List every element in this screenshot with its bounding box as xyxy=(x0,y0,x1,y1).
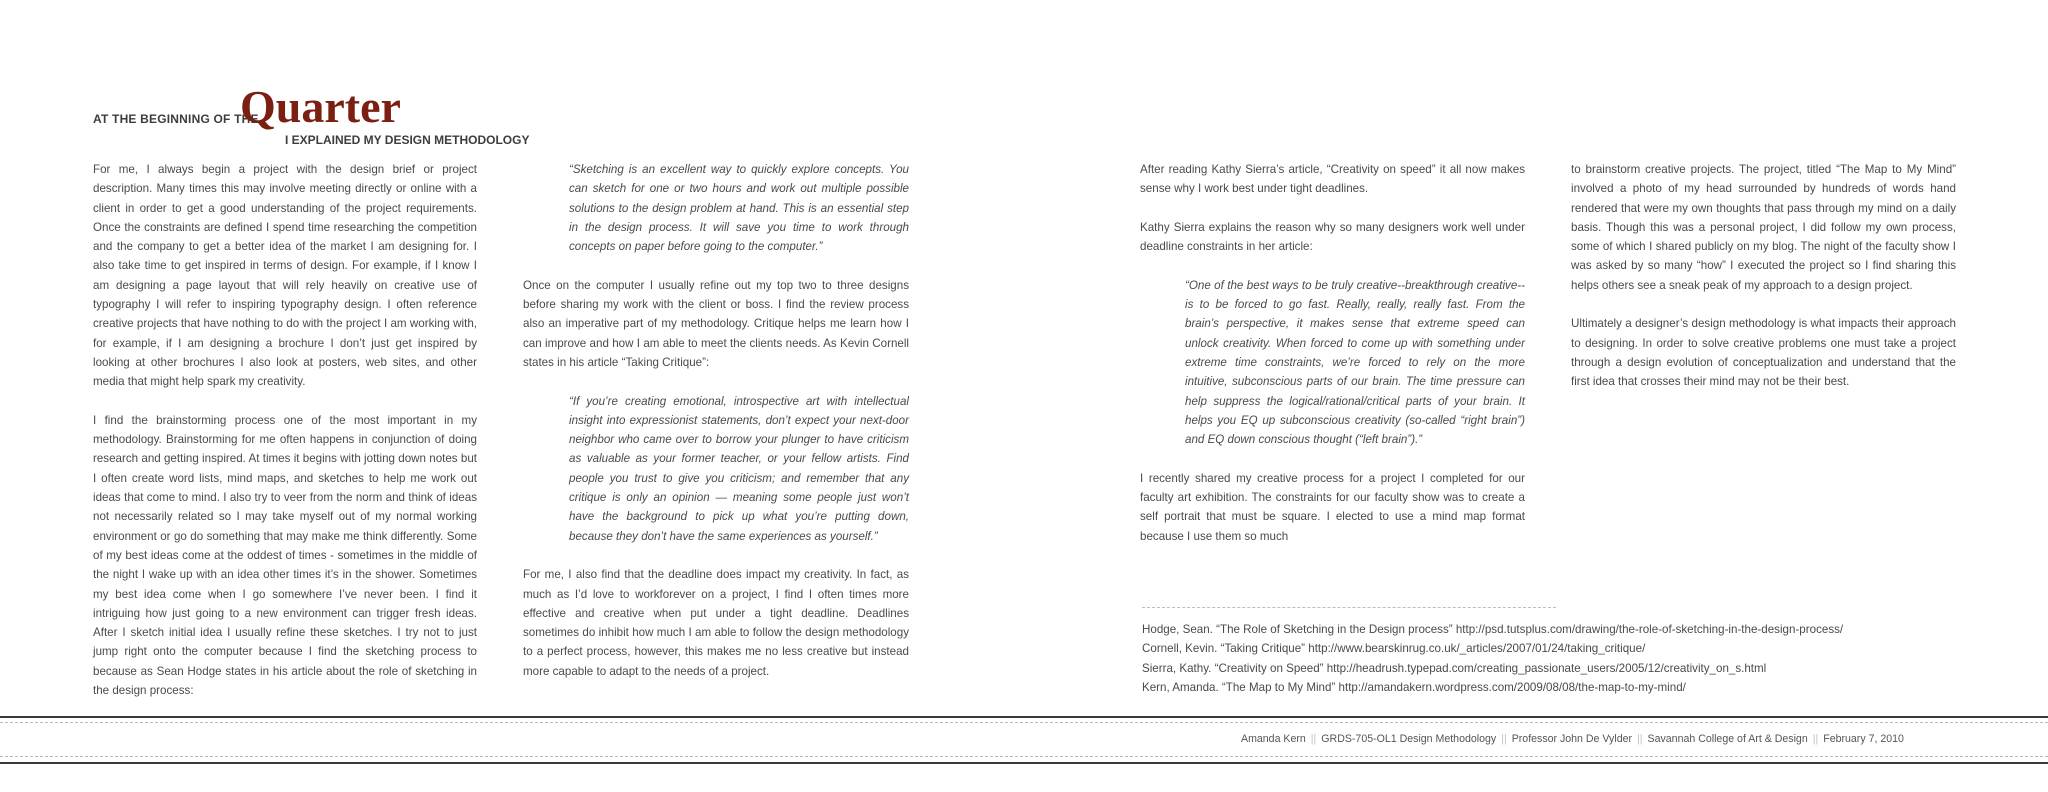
footer-separator: || xyxy=(1501,733,1507,745)
footer-bottom-dashed-rule xyxy=(0,756,2048,757)
reference-item: Kern, Amanda. “The Map to My Mind” http://amandakern.wordpress.com/2009/08/08/the-map-to-my-mind/ xyxy=(1142,680,1686,694)
footer-separator: || xyxy=(1310,733,1317,745)
paragraph: Ultimately a designer’s design methodology is what impacts their approach to designing. In order to solve creative problems one must take a project through a design evolution of conceptualization and understand that the first idea that crosses their mind may not be their best. xyxy=(1571,317,1956,389)
paragraph: After reading Kathy Sierra’s article, “Creativity on speed” it all now makes sense why I work best under tight deadlines. xyxy=(1140,163,1525,196)
paragraph: For me, I also find that the deadline does impact my creativity. In fact, as much as I’d love to workforever on a project, I find I often times more effective and creative when put under a tight deadline. Deadlines sometimes do inhibit how much I am able to follow the design methodology to a perfect process, however, this makes me no less creative but instead more capable to adapt to the needs of a project. xyxy=(523,568,909,678)
column-3 xyxy=(1140,160,1525,565)
heading-subtitle: I EXPLAINED MY DESIGN METHODOLOGY xyxy=(285,133,530,147)
column-2 xyxy=(523,160,909,700)
footer-bottom-rule xyxy=(0,762,2048,764)
column-1 xyxy=(93,160,477,720)
block-quote: “Sketching is an excellent way to quickly explore concepts. You can sketch for one or two hours and work out multiple possible solutions to the design problem at hand. This is an essential step in the design process. It will save you time to work through concepts on paper before going to the computer.” xyxy=(569,163,909,254)
footer-course: GRDS-705-OL1 Design Methodology xyxy=(1321,733,1497,745)
paragraph: Once on the computer I usually refine out my top two to three designs before sharing my work with the client or boss. I find the review process also an imperative part of my methodology. Critique helps me learn how I can improve and how I am able to meet the clients needs. As Kevin Cornell states in his article “Taking Critique”: xyxy=(523,278,909,369)
paragraph: For me, I always begin a project with the design brief or project description. Many times this may involve meeting directly or online with a client in order to get a good understanding of the project requirements. Once the constraints are defined I spend time researching the competition and the company to get a better idea of the market I am designing for. I also take time to get inspired in terms of design. For example, if I know I am designing a page layout that will rely heavily on creative use of typography I will refer to inspiring typography design. I often reference creative projects that have nothing to do with the project I am working with, for example, if I am designing a brochure I don’t just get inspired by looking at other brochures I also look at posters, web sites, and other media that might help spark my creativity. xyxy=(93,163,477,389)
page-footer xyxy=(1241,733,1904,745)
block-quote: “If you’re creating emotional, introspective art with intellectual insight into expressionist statements, don’t expect your next-door neighbor who came over to borrow your plunger to have criticism as valuable as your former teacher, or your fellow artists. Find people you trust to give you criticism; and remember that any critique is only an opinion — meaning some people just won’t have the background to pick up what you’re putting down, because they don’t have the same experiences as yourself.” xyxy=(569,394,909,543)
paragraph: to brainstorm creative projects. The project, titled “The Map to My Mind” involved a photo of my head surrounded by hundreds of words hand rendered that were my own thoughts that pass through my mind on a daily basis. Though this was a personal project, I did follow my own process, some of which I shared publicly on my blog. The night of the faculty show I was asked by so many “how” I executed the project so I find sharing this helps others see a sneak peak of my approach to a design project. xyxy=(1571,163,1956,292)
reference-item: Sierra, Kathy. “Creativity on Speed” http://headrush.typepad.com/creating_passionate_users/2005/12/creativity_on_s.html xyxy=(1142,661,1767,675)
footer-top-dashed-rule xyxy=(0,722,2048,723)
footer-author: Amanda Kern xyxy=(1241,733,1306,745)
references-divider xyxy=(1142,607,1556,608)
paragraph: Kathy Sierra explains the reason why so many designers work well under deadline constraints in her article: xyxy=(1140,220,1525,254)
footer-separator: || xyxy=(1812,733,1819,745)
references-list xyxy=(1142,620,2002,697)
page-heading xyxy=(93,81,530,150)
heading-title: Quarter xyxy=(240,81,401,132)
footer-date: February 7, 2010 xyxy=(1823,733,1904,745)
reference-item: Cornell, Kevin. “Taking Critique” http://www.bearskinrug.co.uk/_articles/2007/01/24/taking_critique/ xyxy=(1142,642,1646,656)
footer-top-rule xyxy=(0,716,2048,718)
footer-professor: Professor John De Vylder xyxy=(1511,733,1633,745)
paragraph: I recently shared my creative process for a project I completed for our faculty art exhibition. The constraints for our faculty show was to create a self portrait that must be square. I elected to use a mind map format because I use them so much xyxy=(1140,471,1525,543)
block-quote: “One of the best ways to be truly creative--breakthrough creative--is to be forced to go fast. Really, really, really fast. From the brain’s perspective, it makes sense that extreme speed can unlock creativity. When forced to come up with something under extreme time constraints, we’re forced to rely on the more intuitive, subconscious parts of our brain. The time pressure can help suppress the logical/rational/critical parts of your brain. It helps you EQ up subconscious creativity (so-called “right brain”) and EQ down conscious thought (“left brain”).” xyxy=(1185,278,1525,447)
paragraph: I find the brainstorming process one of the most important in my methodology. Brainstorming for me often happens in conjunction of doing research and getting inspired. At times it begins with jotting down notes but I often create word lists, mind maps, and sketches to help me work out ideas that come to mind. I also try to veer from the norm and think of ideas not necessarily related so I may take myself out of my normal working environment or go do something that may make me think differently. Some of my best ideas come at the oddest of times - sometimes in the middle of the night I wake up with an idea other times it’s in the shower. Sometimes my best idea come when I go somewhere I’ve never been. I find it intriguing how just going to a new environment can trigger fresh ideas. After I sketch initial idea I usually refine these sketches. I try not to just jump right onto the computer because I find the sketching process to because as Sean Hodge states in his article about the role of sketching in the design process: xyxy=(93,413,477,698)
reference-item: Hodge, Sean. “The Role of Sketching in the Design process” http://psd.tutsplus.com/drawing/the-role-of-sketching-in-the-design-process/ xyxy=(1142,623,1844,636)
footer-separator: || xyxy=(1637,733,1643,745)
heading-prefix: AT THE BEGINNING OF THE xyxy=(93,112,259,126)
footer-school: Savannah College of Art & Design xyxy=(1647,733,1808,745)
column-4 xyxy=(1571,160,1956,411)
